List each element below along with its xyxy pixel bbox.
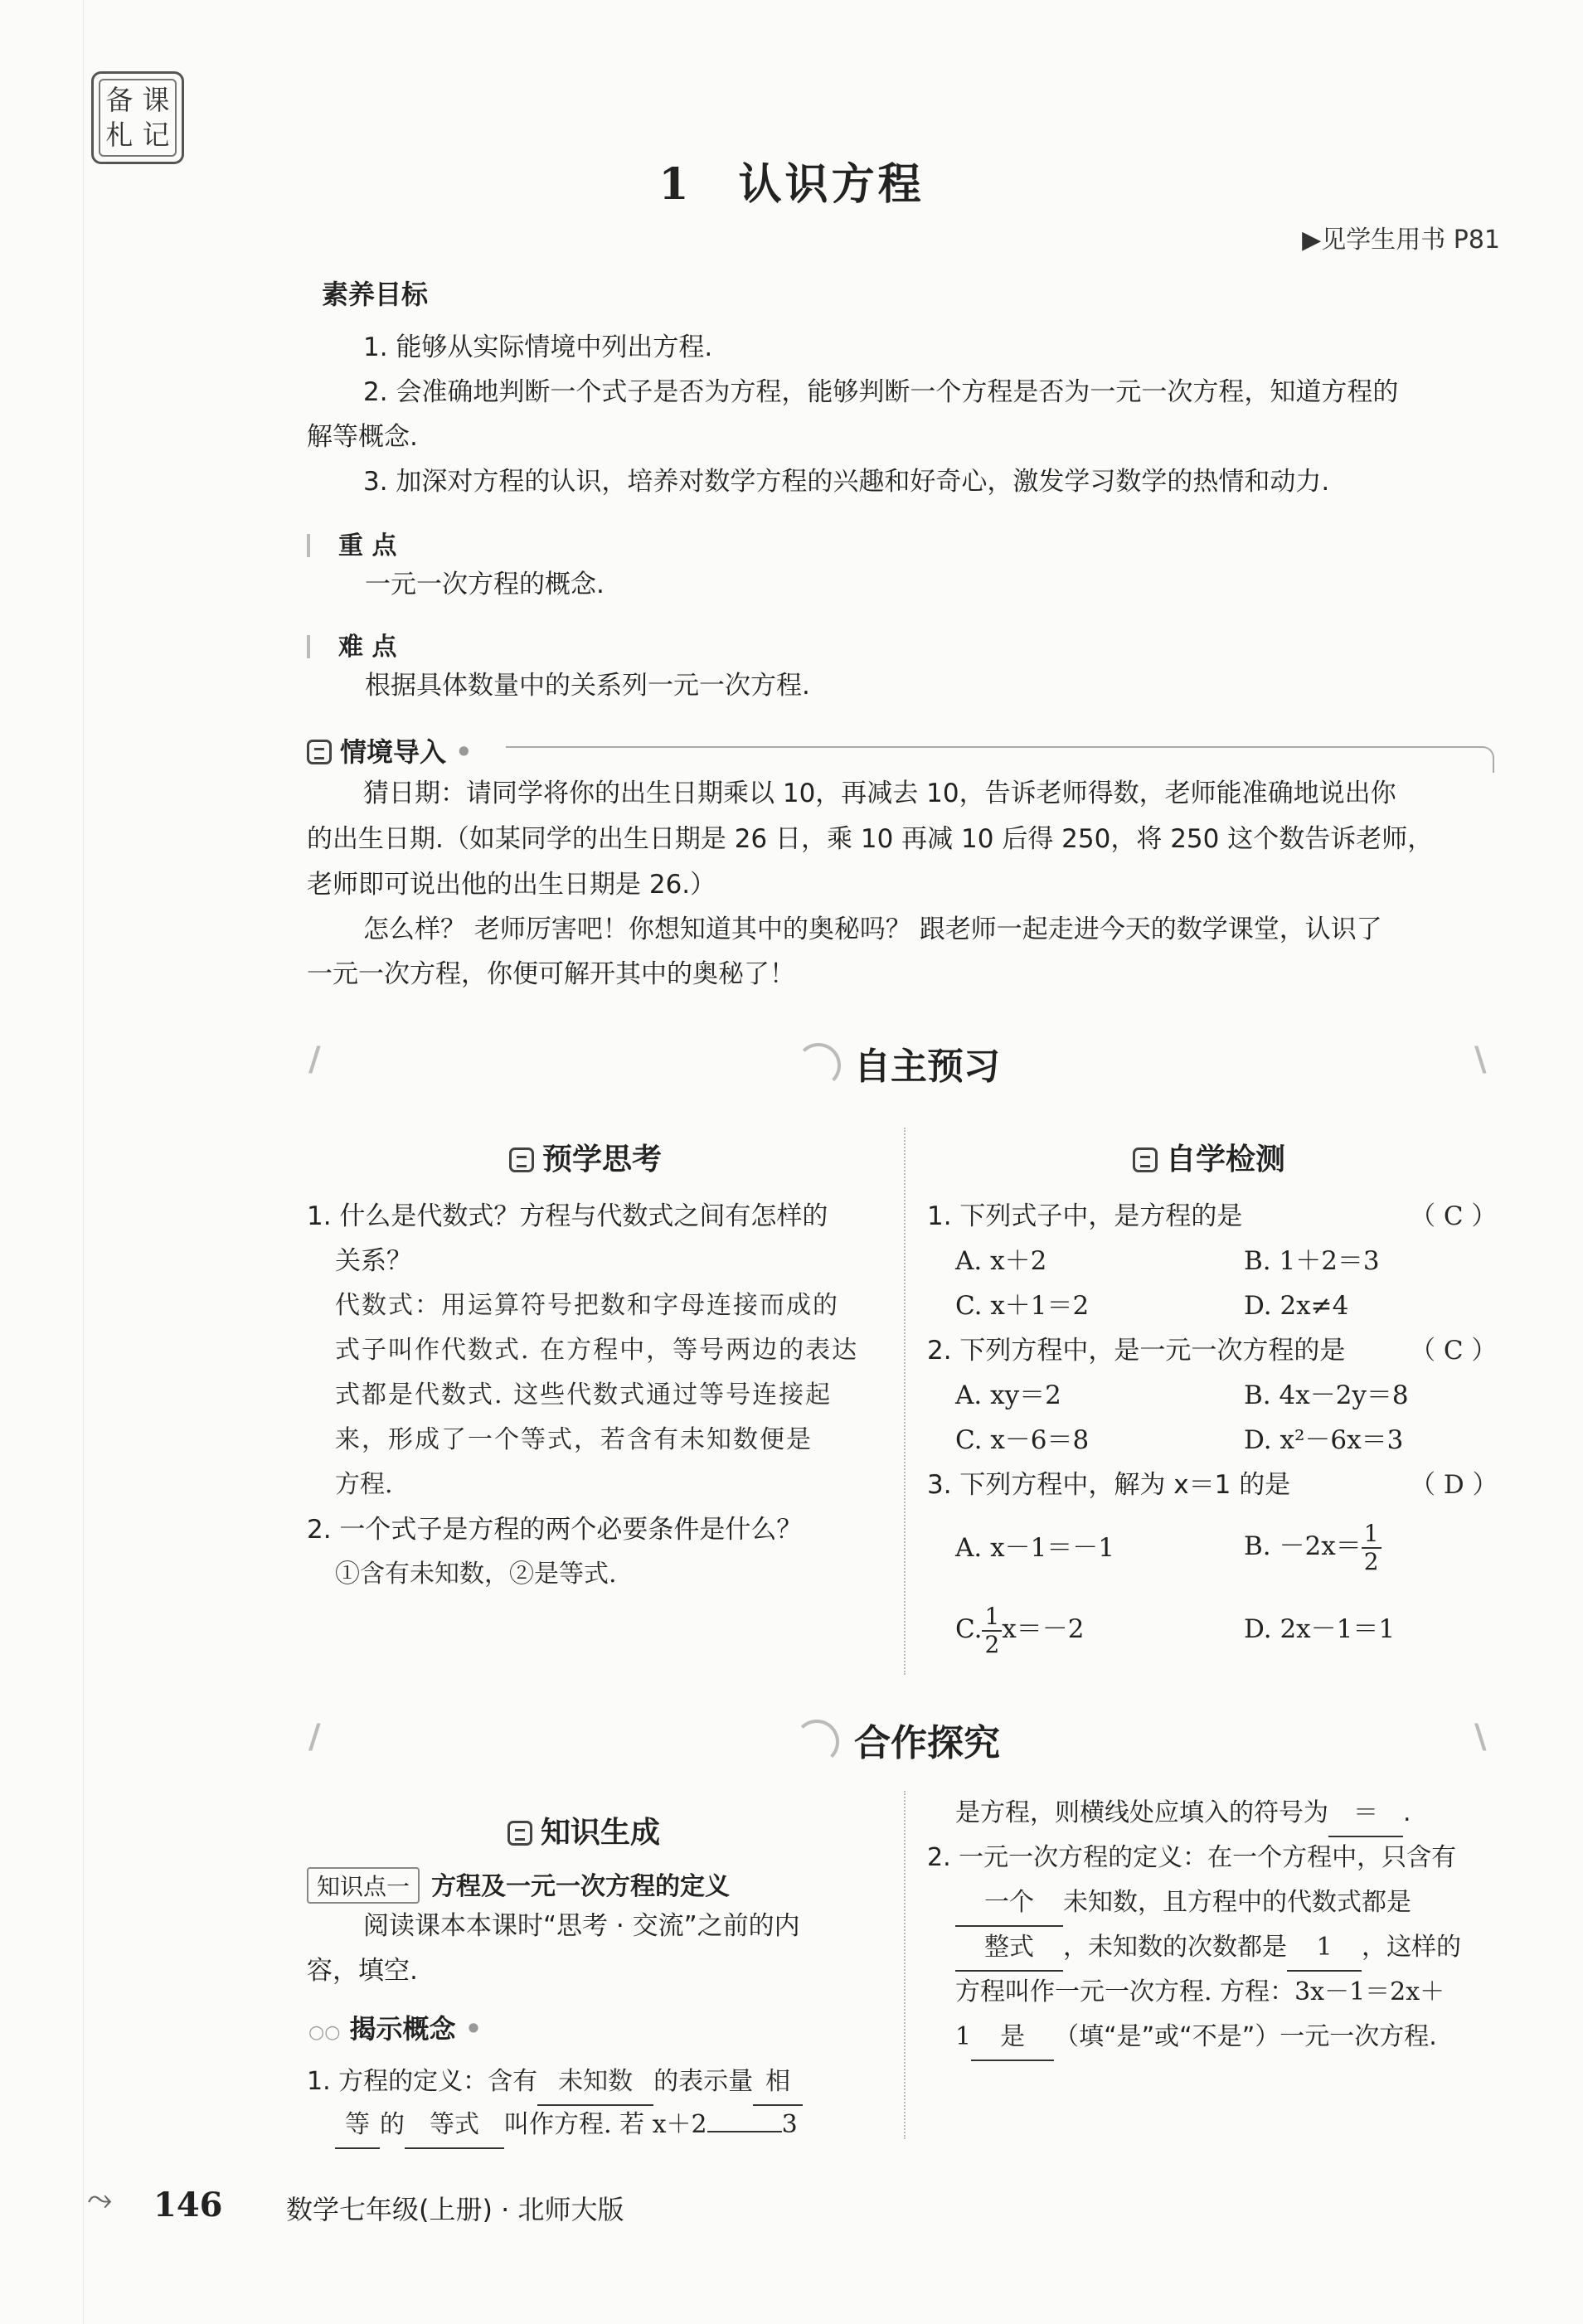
self-check-heading: 自学检测 [1133,1136,1285,1178]
handwritten-answer: 式子叫作代数式. 在方程中，等号两边的表达 [335,1336,859,1365]
option-d: D. 2x－1＝1 [1244,1614,1396,1644]
option-c: C. x－6＝8 [955,1425,1090,1455]
knowledge-heading: 知识生成 [507,1809,660,1851]
chat-icon [307,740,332,764]
student-book-reference: ▶见学生用书 P81 [1302,226,1500,255]
fill-blank: 等 [335,2103,380,2149]
section-ornament-icon [796,1043,841,1088]
decor-slash: / [308,1041,321,1079]
stamp-char: 备 [105,84,134,116]
key-point-label: 重 点 [307,525,396,561]
decor-slash: \ [1474,1718,1487,1756]
fill-blank: 一个 [955,1880,1063,1927]
fill-blank: 整式 [955,1925,1063,1972]
page-title: 1 认识方程 [658,159,925,210]
option-b: B. 4x－2y＝8 [1244,1380,1409,1410]
note-icon [509,1147,534,1172]
key-point-text: 一元一次方程的概念. [365,570,605,599]
question-text: 1. 什么是代数式？方程与代数式之间有怎样的 [307,1201,828,1231]
margin-line [83,0,84,2324]
handwritten-answer: 来，形成了一个等式，若含有未知数便是 [335,1425,813,1454]
stamp-char: 札 [105,119,134,151]
handwritten-answer: ①含有未知数，②是等式. [335,1560,617,1589]
intro-line: 一元一次方程，你便可解开其中的奥秘了！ [307,959,795,989]
footer-ornament-icon: ⤳ [87,2181,113,2217]
intro-line: 猜日期：请同学将你的出生日期乘以 10，再减去 10，告诉老师得数，老师能准确地说出你 [363,779,1396,808]
handwritten-answer: 代数式：用运算符号把数和字母连接而成的 [335,1291,839,1320]
fill-blank: 1 [1287,1925,1362,1972]
option-c: C. $\frac{1}{2}$ x＝－2 [955,1602,1085,1658]
stamp-char: 记 [142,119,170,151]
option-a: A. x－1＝－1 [955,1533,1115,1563]
question-text: 关系？ [335,1246,412,1276]
instruction-text: 容，填空. [307,1956,418,1986]
question-text: 2. 下列方程中，是一元一次方程的是 [927,1336,1346,1366]
difficult-point-label: 难 点 [307,626,396,662]
goal-item: 解等概念. [307,422,418,452]
checklist-icon [1133,1147,1158,1172]
definition-2-line: 1 是 （填“是”或“不是”）一元一次方程. [955,2015,1437,2061]
book-icon [507,1821,532,1846]
goal-item: 2. 会准确地判断一个式子是否为方程，能够判断一个方程是否为一元一次方程，知道方程的 [363,377,1399,407]
section-title-explore: 合作探究 [854,1722,1000,1764]
section-title-preview: 自主预习 [854,1046,1000,1088]
goal-item: 1. 能够从实际情境中列出方程. [363,332,713,362]
decor-slash: \ [1474,1041,1487,1079]
option-a: A. x＋2 [955,1246,1047,1276]
knowledge-point-tag: 知识点一 [307,1867,420,1904]
knowledge-point-title: 方程及一元一次方程的定义 [431,1872,731,1901]
fill-blank: 等式 [405,2103,504,2149]
answer-choice: （ C ） [1410,1336,1498,1366]
answer-choice: （ C ） [1410,1201,1498,1231]
question-text: 1. 下列式子中，是方程的是 [927,1201,1243,1231]
answer-choice: （ D ） [1410,1470,1498,1500]
definition-2-line: 一个 未知数，且方程中的代数式都是 [955,1880,1411,1927]
intro-line: 的出生日期.（如某同学的出生日期是 26 日，乘 10 再减 10 后得 250，将 250 这个数告诉老师， [307,824,1434,854]
question-text: 2. 一个式子是方程的两个必要条件是什么？ [307,1515,803,1545]
fill-blank: 是 [971,2015,1054,2061]
book-name: 数学七年级(上册) · 北师大版 [286,2194,624,2225]
stamp-char: 课 [142,84,170,116]
column-divider [904,1791,906,2139]
intro-line: 怎么样？ 老师厉害吧！你想知道其中的奥秘吗？ 跟老师一起走进今天的数学课堂，认识了 [363,915,1382,944]
question-text: 3. 下列方程中，解为 x＝1 的是 [927,1470,1291,1500]
option-c: C. x＋1＝2 [955,1291,1090,1321]
definition-1-end: 是方程，则横线处应填入的符号为 ＝ . [955,1791,1411,1837]
option-d: D. x²－6x＝3 [1244,1425,1404,1455]
difficult-point-text: 根据具体数量中的关系列一元一次方程. [365,671,810,701]
goals-heading: 素养目标 [322,279,429,310]
definition-1: 1. 方程的定义：含有 未知数 的表示量 相 [307,2060,887,2106]
knowledge-point-header [307,1866,730,1904]
intro-line: 老师即可说出他的出生日期是 26.） [307,870,716,900]
option-a: A. xy＝2 [955,1380,1061,1410]
page-number: 146 [153,2186,223,2225]
handwritten-answer: 方程. [335,1470,393,1499]
decor-slash: / [308,1718,321,1756]
fill-blank: ＝ [1328,1791,1403,1837]
column-divider [904,1128,906,1675]
concept-heading: ○○ 揭示概念 • [308,2013,483,2045]
option-d: D. 2x≠4 [1244,1291,1349,1321]
goal-item: 3. 加深对方程的认识，培养对数学方程的兴趣和好奇心，激发学习数学的热情和动力. [363,467,1330,497]
intro-rule [506,746,1494,773]
definition-2-line: 方程叫作一元一次方程. 方程：3x－1＝2x＋ [955,1977,1445,2006]
definition-2: 2. 一元一次方程的定义：在一个方程中，只含有 [927,1843,1457,1872]
definition-2-line: 整式 ，未知数的次数都是 1 ，这样的 [955,1925,1461,1972]
fill-blank: 相 [753,2060,803,2106]
section-ornament-icon [794,1720,839,1764]
intro-heading: 情境导入 • [307,731,473,769]
option-b: B. 1＋2＝3 [1244,1246,1380,1276]
fill-blank [707,2131,782,2132]
fill-blank: 未知数 [537,2060,653,2106]
definition-1-cont: 等 的 等式 叫作方程. 若 x＋2 3 [335,2103,915,2149]
option-b: B. －2x＝ $\frac{1}{2}$ [1244,1513,1381,1579]
preview-heading: 预学思考 [509,1136,662,1178]
instruction-text: 阅读课本本课时“思考 · 交流”之前的内 [363,1911,800,1941]
handwritten-answer: 式都是代数式. 这些代数式通过等号连接起 [335,1380,833,1409]
